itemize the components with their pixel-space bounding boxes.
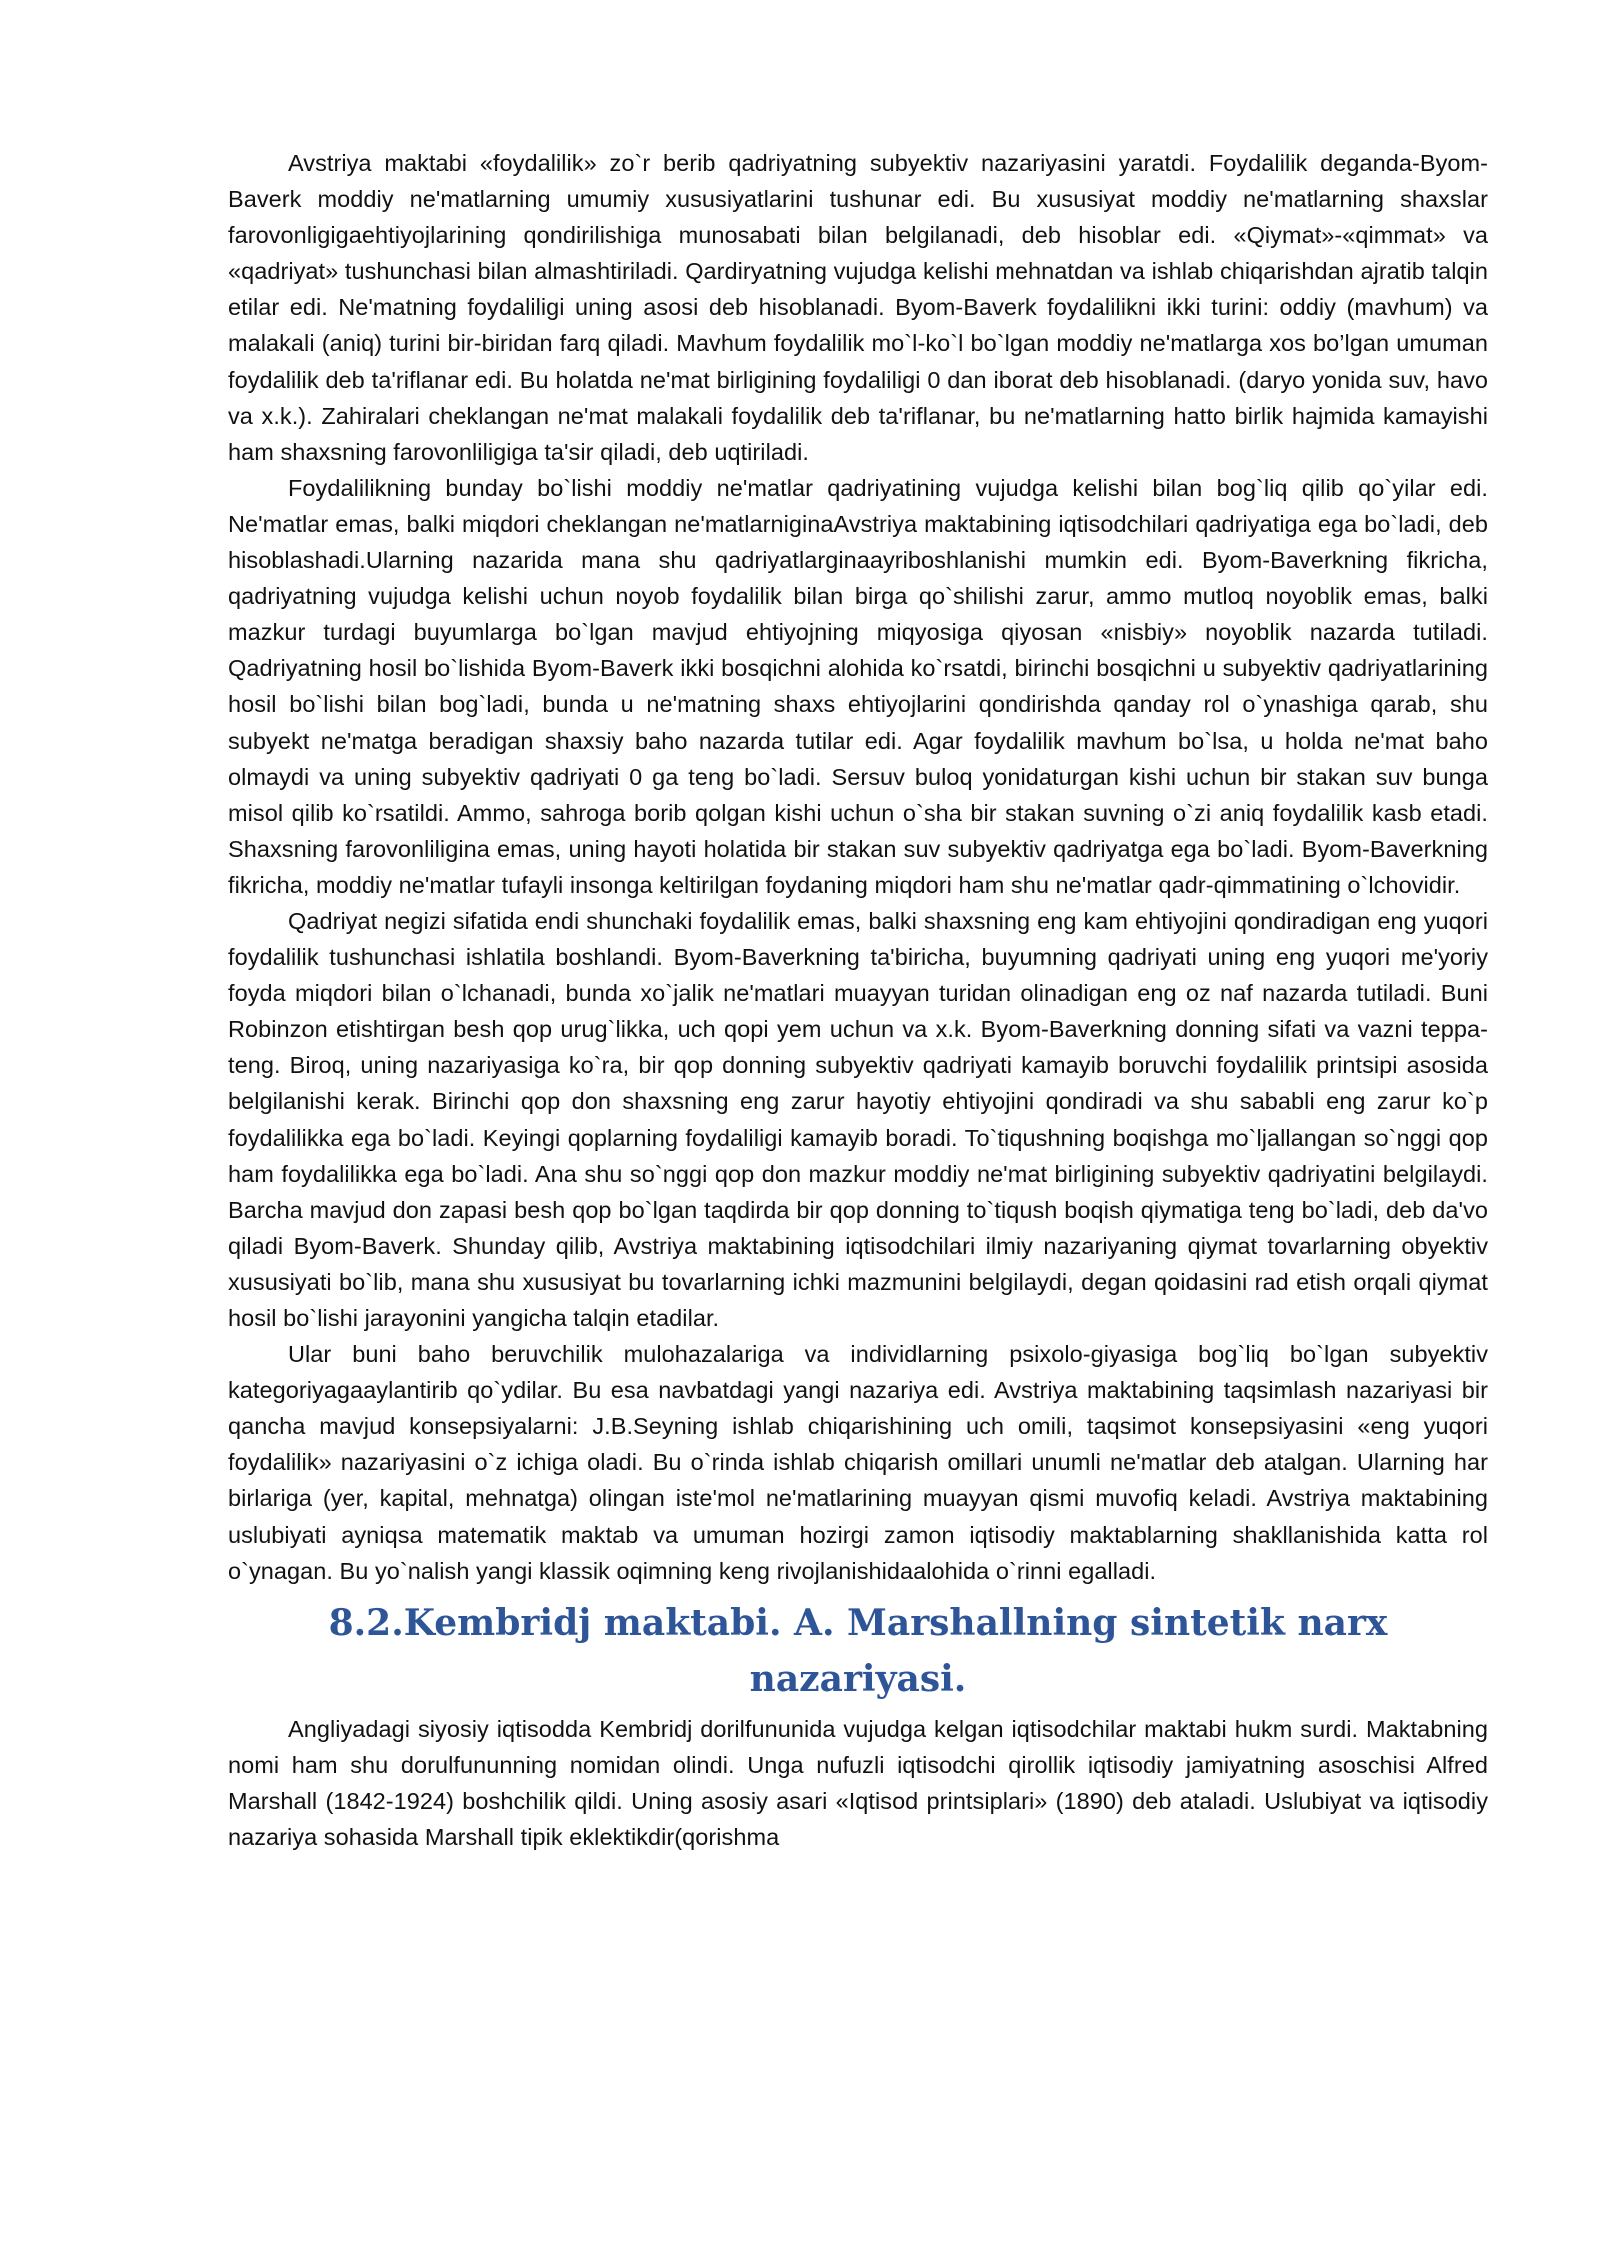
section-heading-line-1: 8.2.Kembridj maktabi. A. Marshallning sintetik narx	[328, 1601, 1388, 1644]
section-heading-line-2: nazariyasi.	[749, 1657, 967, 1700]
paragraph-2: Foydalilikning bunday bo`lishi moddiy ne'matlar qadriyatining vujudga kelishi bilan bog`liq qilib qo`yilar edi. Ne'matlar emas, balki miqdori cheklangan ne'matlarniginaAvstriya maktabining iqtisodchilari qadriyatiga ega bo`ladi, deb hisoblashadi.Ularning nazarida mana shu qadriyatlarginaayriboshlanishi mumkin edi. Byom-Baverkning fikricha, qadriyatning vujudga kelishi uchun noyob foydalilik bilan birga qo`shilishi zarur, ammo mutloq noyoblik emas, balki mazkur turdagi buyumlarga bo`lgan mavjud ehtiyojning miqyosiga qiyosan «nisbiy» noyoblik nazarda tutiladi. Qadriyatning hosil bo`lishida Byom-Baverk ikki bosqichni alohida ko`rsatdi, birinchi bosqichni u subyektiv qadriyatlarining hosil bo`lishi bilan bog`ladi, bunda u ne'matning shaxs ehtiyojlarini qondirishda qanday rol o`ynashiga qarab, shu subyekt ne'matga beradigan shaxsiy baho nazarda tutilar edi. Agar foydalilik mavhum bo`lsa, u holda ne'mat baho olmaydi va uning subyektiv qadriyati 0 ga teng bo`ladi. Sersuv buloq yonidaturgan kishi uchun bir stakan suv bunga misol qilib ko`rsatildi. Ammo, sahroga borib qolgan kishi uchun o`sha bir stakan suvning o`zi aniq foydalilik kasb etadi. Shaxsning farovonliligina emas, uning hayoti holatida bir stakan suv subyektiv qadriyatga ega bo`ladi. Byom-Baverkning fikricha, moddiy ne'matlar tufayli insonga keltirilgan foydaning miqdori ham shu ne'matlar qadr-qimmatining o`lchovidir.	[228, 474, 1488, 898]
paragraph-1: Avstriya maktabi «foydalilik» zo`r berib qadriyatning subyektiv nazariyasini yaratdi. Foydalilik deganda-Byom-Baverk moddiy ne'matlarning umumiy xususiyatlarini tushunar edi. Bu xususiyat moddiy ne'matlarning shaxslar farovonligigaehtiyojlarining qondirilishiga munosabati bilan belgilanadi, deb hisoblar edi. «Qiymat»-«qimmat» va «qadriyat» tushunchasi bilan almashtiriladi. Qardiryatning vujudga kelishi mehnatdan va ishlab chiqarishdan ajratib talqin etilar edi. Ne'matning foydaliligi uning asosi deb hisoblanadi. Byom-Baverk foydalilikni ikki turini: oddiy (mavhum) va malakali (aniq) turini bir-biridan farq qiladi. Mavhum foydalilik mo`l-ko`l bo`lgan moddiy ne'matlarga xos bo’lgan umuman foydalilik deb ta'riflanar edi. Bu holatda ne'mat birligining foydaliligi 0 dan iborat deb hisoblanadi. (daryo yonida suv, havo va x.k.). Zahiralari cheklangan ne'mat malakali foydalilik deb ta'riflanar, bu ne'matlarning hatto birlik hajmida kamayishi ham shaxsning farovonliligiga ta'sir qiladi, deb uqtiriladi.	[228, 150, 1488, 465]
paragraph-3: Qadriyat negizi sifatida endi shunchaki foydalilik emas, balki shaxsning eng kam ehtiyojini qondiradigan eng yuqori foydalilik tushunchasi ishlatila boshlandi. Byom-Baverkning ta'biricha, buyumning qadriyati uning eng yuqori me'yoriy foyda miqdori bilan o`lchanadi, bunda xo`jalik ne'matlari muayyan turidan olinadigan eng oz naf nazarda tutiladi. Buni Robinzon etishtirgan besh qop urug`likka, uch qopi yem uchun va x.k. Byom-Baverkning donning sifati va vazni teppa-teng. Biroq, uning nazariyasiga ko`ra, bir qop donning subyektiv qadriyati kamayib boruvchi foydalilik printsipi asosida belgilanishi kerak. Birinchi qop don shaxsning eng zarur hayotiy ehtiyojini qondiradi va shu sababli eng zarur ko`p foydalilikka ega bo`ladi. Keyingi qoplarning foydaliligi kamayib boradi. To`tiqushning boqishga mo`ljallangan so`nggi qop ham foydalilikka ega bo`ladi. Ana shu so`nggi qop don mazkur moddiy ne'mat birligining subyektiv qadriyatini belgilaydi. Barcha mavjud don zapasi besh qop bo`lgan taqdirda bir qop donning to`tiqush boqish qiymatiga teng bo`ladi, deb da'vo qiladi Byom-Baverk. Shunday qilib, Avstriya maktabining iqtisodchilari ilmiy nazariyaning qiymat tovarlarning obyektiv xususiyati bo`lib, mana shu xususiyat bu tovarlarning ichki mazmunini belgilaydi, degan qoidasini rad etish orqali qiymat hosil bo`lishi jarayonini yangicha talqin etadilar.	[228, 907, 1488, 1331]
document-page	[228, 145, 1488, 1855]
paragraph-5: Angliyadagi siyosiy iqtisodda Kembridj dorilfununida vujudga kelgan iqtisodchilar maktabi hukm surdi. Maktabning nomi ham shu dorulfununning nomidan olindi. Unga nufuzli iqtisodchi qirollik iqtisodiy jamiyatning asoschisi Alfred Marshall (1842-1924) boshchilik qildi. Uning asosiy asari «Iqtisod printsiplari» (1890) deb ataladi. Uslubiyat va iqtisodiy nazariya sohasida Marshall tipik eklektikdir(qorishma	[228, 1715, 1488, 1851]
paragraph-4: Ular buni baho beruvchilik mulohazalariga va individlarning psixolo-giyasiga bog`liq bo`lgan subyektiv kategoriyagaaylantirib qo`ydilar. Bu esa navbatdagi yangi nazariya edi. Avstriya maktabining taqsimlash nazariyasi bir qancha mavjud konsepsiyalarni: J.B.Seyning ishlab chiqarishining uch omili, taqsimot konsepsiyasini «eng yuqori foydalilik» nazariyasini o`z ichiga oladi. Bu o`rinda ishlab chiqarish omillari unumli ne'matlar deb atalgan. Ularning har birlariga (yer, kapital, mehnatga) olingan iste'mol ne'matlarining muayyan qismi muvofiq keladi. Avstriya maktabining uslubiyati ayniqsa matematik maktab va umuman hozirgi zamon iqtisodiy maktablarning shakllanishida katta rol o`ynagan. Bu yo`nalish yangi klassik oqimning keng rivojlanishidaalohida o`rinni egalladi.	[228, 1341, 1488, 1584]
section-heading	[228, 1595, 1488, 1707]
